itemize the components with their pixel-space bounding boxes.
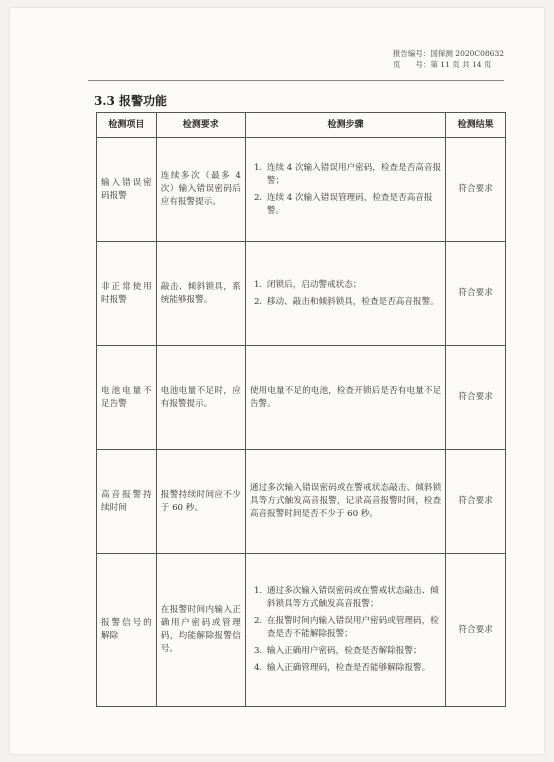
test-steps [245,138,445,242]
step-item: 2. 连续 4 次输入错误管理码，检查是否高音报警。 [265,192,441,218]
test-result: 符合要求 [446,554,506,707]
test-requirement: 在报警时间内输入正确用户密码或管理码，均能解除报警信号。 [156,554,245,707]
test-steps [245,242,445,346]
step-item: 3. 输入正确用户密码，检查是否解除报警； [265,645,441,658]
table-header-row [97,113,506,138]
document-page [10,8,544,754]
step-item: 2. 在报警时间内输入错误用户密码或管理码，检查是否不能解除报警； [265,615,441,641]
step-item: 2. 移动、敲击和倾斜锁具，检查是否高音报警。 [265,296,441,309]
column-header: 检测项目 [97,113,157,138]
step-list [250,162,441,218]
table-row [97,554,506,707]
column-header: 检测结果 [446,113,506,138]
header-divider [88,80,504,81]
test-requirement: 连续多次（最多 4 次）输入错误密码后应有报警提示。 [156,138,245,242]
test-item: 高音报警持续时间 [97,450,157,554]
report-number: 报告编号：国保测 2020C08632 [392,49,504,58]
test-requirement: 电池电量不足时，应有报警提示。 [156,346,245,450]
test-steps: 使用电量不足的电池，检查开锁后是否有电量不足告警。 [245,346,445,450]
step-item: 1. 连续 4 次输入错误用户密码，检查是否高音报警； [265,162,441,188]
table-row [97,138,506,242]
report-header [393,48,504,70]
step-list [250,279,441,309]
step-item: 4. 输入正确管理码，检查是否能够解除报警。 [265,662,441,675]
alarm-function-table [96,112,506,707]
test-item: 报警信号的解除 [97,554,157,707]
table-row [97,450,506,554]
test-steps [245,554,445,707]
test-item: 输入错误密码报警 [97,138,157,242]
column-header: 检测步骤 [245,113,445,138]
section-title: 3.3 报警功能 [94,94,168,108]
column-header: 检测要求 [156,113,245,138]
test-result: 符合要求 [446,450,506,554]
step-list [250,585,441,675]
test-item: 非正常使用时报警 [97,242,157,346]
test-requirement: 敲击、倾斜锁具，系统能够报警。 [156,242,245,346]
test-result: 符合要求 [446,346,506,450]
test-result: 符合要求 [446,242,506,346]
page-number: 页 号：第 11 页 共 14 页 [392,60,492,69]
step-item: 1. 闭锁后，启动警戒状态； [265,279,441,292]
table-row [97,242,506,346]
test-requirement: 报警持续时间应不少于 60 秒。 [156,450,245,554]
test-item: 电池电量不足告警 [97,346,157,450]
step-item: 1. 通过多次输入错误密码或在警戒状态敲击、倾斜锁具等方式触发高音报警； [265,585,441,611]
table-row [97,346,506,450]
test-result: 符合要求 [446,138,506,242]
test-steps: 通过多次输入错误密码或在警戒状态敲击、倾斜锁具等方式触发高音报警，记录高音报警时间，检查高音报警时间是否不少于 60 秒。 [245,450,445,554]
